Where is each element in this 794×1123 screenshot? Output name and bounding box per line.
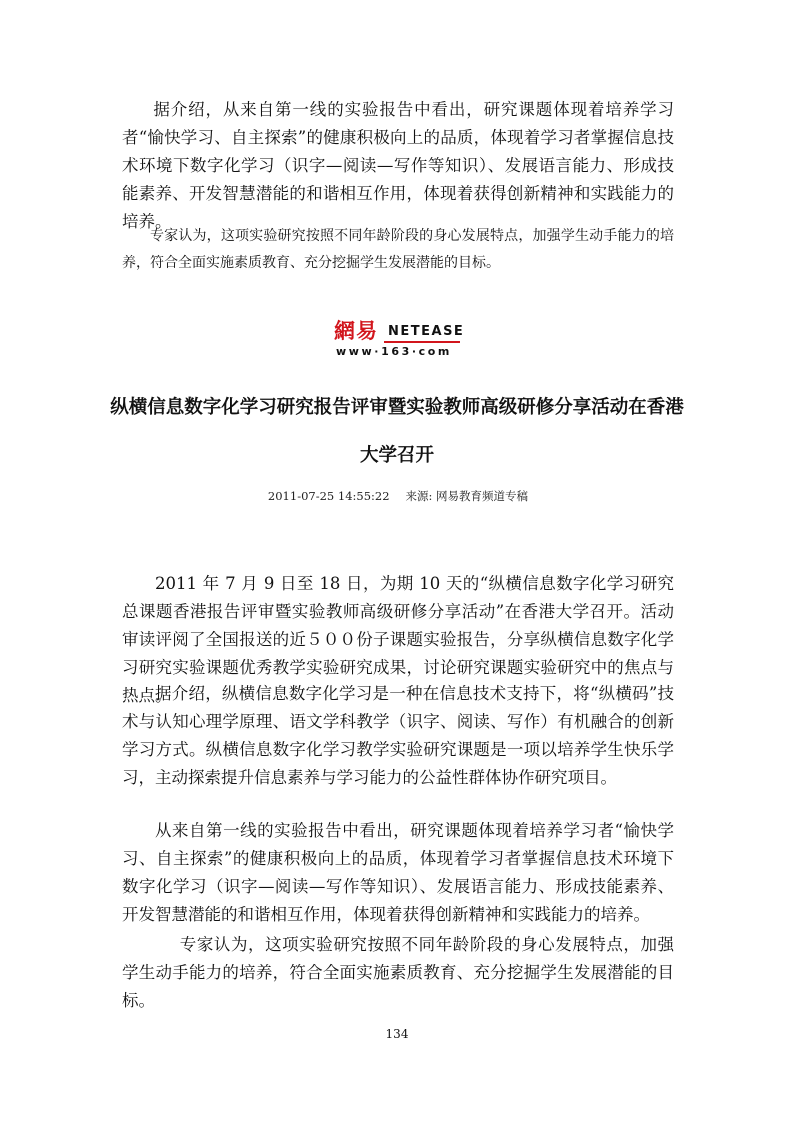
article-paragraph: 据介绍，纵横信息数字化学习是一种在信息技术支持下，将“纵横码”技术与认知心理学原理、语文学科教学（识字、阅读、写作）有机融合的创新学习方式。纵横信息数字化学习教学实验研究课题是一项以培养学生快乐学习，主动探索提升信息素养与学习能力的公益性群体协作研究项目。 (122, 684, 674, 787)
article-source: 来源: 网易教育频道专稿 (405, 489, 529, 503)
netease-logo-url: www·163·com (336, 345, 452, 358)
netease-logo-cn: 網易 (334, 319, 378, 343)
intro-expert-paragraph: 专家认为，这项实验研究按照不同年龄阶段的身心发展特点，加强学生动手能力的培养，符合全面实施素质教育、充分挖掘学生发展潜能的目标。 (122, 228, 674, 271)
article-datetime: 2011-07-25 14:55:22 (267, 489, 390, 503)
intro-paragraph: 据介绍，从来自第一线的实验报告中看出，研究课题体现着培养学习者“愉快学习、自主探索”的健康积极向上的品质，体现着学习者掌握信息技术环境下数字化学习（识字—阅读—写作等知识）、发展语言能力、形成技能素养、开发智慧潜能的和谐相互作用，体现着获得创新精神和实践能力的培养。 (122, 100, 674, 231)
netease-logo (334, 318, 465, 362)
netease-logo-en: NETEASE (388, 324, 465, 339)
article-paragraph: 专家认为，这项实验研究按照不同年龄阶段的身心发展特点，加强学生动手能力的培养，符合全面实施素质教育、充分挖掘学生发展潜能的目标。 (122, 935, 674, 1010)
page-number: 134 (385, 1027, 409, 1041)
article-paragraph: 从来自第一线的实验报告中看出，研究课题体现着培养学习者“愉快学习、自主探索”的健康积极向上的品质，体现着学习者掌握信息技术环境下数字化学习（识字—阅读—写作等知识）、发展语言能力、形成技能素养、开发智慧潜能的和谐相互作用，体现着获得创新精神和实践能力的培养。 (122, 821, 674, 924)
logo-divider (384, 341, 460, 343)
article-paragraph: 2011 年 7 月 9 日至 18 日，为期 10 天的“纵横信息数字化学习研究总课题香港报告评审暨实验教师高级研修分享活动”在香港大学召开。活动审读评阅了全国报送的近５００份子课题实验报告，分享纵横信息数字化学习研究实验课题优秀教学实验研究成果，讨论研究课题实验研究中的焦点与热点。 (122, 574, 674, 705)
article-meta (122, 487, 674, 505)
article-title: 纵横信息数字化学习研究报告评审暨实验教师高级研修分享活动在香港大学召开 (110, 397, 684, 466)
